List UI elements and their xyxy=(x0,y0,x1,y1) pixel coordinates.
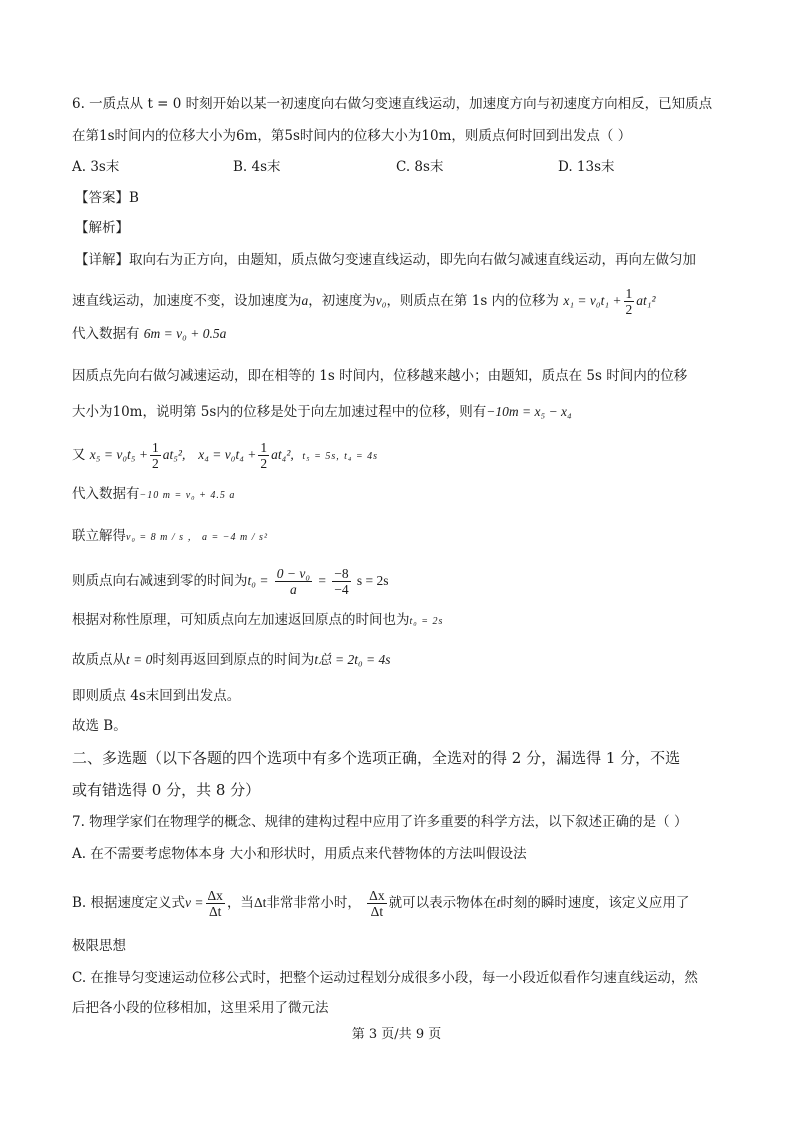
q7-option-b-line2: 极限思想 xyxy=(72,938,126,954)
detail2-mid: ，初速度为 xyxy=(308,293,376,309)
detail2-a: a xyxy=(301,293,309,308)
q6-symmetry: 根据对称性原理，可知质点向左加速返回原点的时间也为t₀ = 2s xyxy=(72,612,444,628)
q6-option-c: C. 8s末 xyxy=(396,159,444,175)
q6-option-b: B. 4s末 xyxy=(233,159,281,175)
stop-fraction-2: $\frac{-8}{-4}$ xyxy=(334,566,349,597)
detail2-end: ，则质点在第 1s 内的位移为 xyxy=(386,293,560,309)
velocity-fraction: $\frac{\Delta x}{\Delta t}$ xyxy=(207,888,223,919)
q6-stop-time: 则质点向右减速到零的时间为t₀ = $\frac{\text{0 − v₀}}{a}$ = $\frac{-8}{-4}$ s = 2s xyxy=(72,566,389,597)
q7-option-b: B. 根据速度定义式v = $\frac{\Delta x}{\Delta t}$ ，当Δt非常非常小时， $\frac{\Delta x}{\Delta t}$ 就可以表示物体在t时刻的瞬时速度，该定义应用了 xyxy=(72,888,690,919)
q6-again-line: 又 x₅ = v₀t₅ + $\frac{1}{2}$ at₅², x₄ = v₀t₄ + $\frac{1}{2}$ at₄², t₅ = 5s, t₄ = 4s xyxy=(72,440,378,471)
q6-detail-line2 xyxy=(72,286,656,317)
q6-option-d: D. 13s末 xyxy=(558,159,615,175)
displacement-formula-tail: at₁² xyxy=(636,293,656,308)
half-fraction-x4: $\frac{1}{2}$ xyxy=(260,440,268,471)
q6-detail-line1: 【详解】取向右为正方向，由题知，质点做匀变速直线运动，即先向右做匀减速直线运动，再向左做匀加 xyxy=(75,252,696,268)
q6-analysis-label: 【解析】 xyxy=(75,220,129,236)
q6-stem-line2: 在第1s时间内的位移大小为6m，第5s时间内的位移大小为10m，则质点何时回到出发点（ ） xyxy=(72,128,632,144)
q7-option-c-line1: C. 在推导匀变速运动位移公式时，把整个运动过程划分成很多小段，每一小段近似看作匀速直线运动，然 xyxy=(72,970,698,986)
q6-para2-line1: 因质点先向右做匀减速运动，即在相等的 1s 时间内，位移越来越小；由题知，质点在 5s 时间内的位移 xyxy=(72,368,688,384)
half-fraction-x5: $\frac{1}{2}$ xyxy=(151,440,159,471)
q6-eq1: 代入数据有 6m = v₀ + 0.5a xyxy=(72,326,227,342)
stop-fraction-1: $\frac{\text{0 − v₀}}{a}$ xyxy=(276,566,311,597)
q6-return: 故质点从t = 0时刻再返回到原点的时间为t总 = 2t₀ = 4s xyxy=(72,652,391,668)
sym-value: t₀ = 2s xyxy=(409,616,444,627)
velocity-fraction-2: $\frac{\Delta x}{\Delta t}$ xyxy=(369,888,385,919)
eq1-formula: 6m = v₀ + 0.5a xyxy=(143,326,227,341)
q6-answer: 【答案】B xyxy=(75,190,139,206)
t5-value: t₅ = 5s, xyxy=(302,451,340,462)
q7-option-a: A. 在不需要考虑物体本身 大小和形状时，用质点来代替物体的方法叫假设法 xyxy=(72,846,527,862)
displacement-formula: x₁ = v₀t₁ + xyxy=(563,293,622,308)
t4-value: t₄ = 4s xyxy=(344,451,378,462)
return-formula: t总 = 2t₀ = 4s xyxy=(314,652,391,667)
q6-option-a: A. 3s末 xyxy=(72,159,120,175)
q7-option-c-line2: 后把各小段的位移相加，这里采用了微元法 xyxy=(72,1000,329,1016)
q6-eq2: 代入数据有−10 m = v₀ + 4.5 a xyxy=(72,486,236,502)
q7-stem: 7. 物理学家们在物理学的概念、规律的建构过程中应用了许多重要的科学方法，以下叙述正确的是（ ） xyxy=(72,814,688,830)
detail2-text: 速直线运动，加速度不变，设加速度为 xyxy=(72,293,302,309)
half-fraction: $\frac{1}{2}$ xyxy=(625,286,633,317)
x4-formula: x₄ = v₀t₄ + xyxy=(198,447,257,462)
q6-solve: 联立解得v₀ = 8 m / s ， a = −4 m / s² xyxy=(72,528,268,544)
q6-choose: 故选 B。 xyxy=(72,718,127,734)
section2-line2: 或有错选得 0 分，共 8 分） xyxy=(72,781,261,799)
detail2-v0: v₀ xyxy=(375,293,387,308)
solve-formula: v₀ = 8 m / s ， a = −4 m / s² xyxy=(126,532,268,543)
q6-para2-line2: 大小为10m，说明第 5s内的位移是处于向左加速过程中的位移，则有−10m = x₅ − x₄ xyxy=(72,404,572,420)
q6-stem-line1: 6. 一质点从 t = 0 时刻开始以某一初速度向右做匀变速直线运动，加速度方向与初速度方向相反，已知质点 xyxy=(72,96,713,112)
eq2-formula: −10 m = v₀ + 4.5 a xyxy=(139,490,236,501)
x5-formula: x₅ = v₀t₅ + xyxy=(89,447,148,462)
page-footer: 第 3 页/共 9 页 xyxy=(351,1027,442,1042)
para2-formula: −10m = x₅ − x₄ xyxy=(486,404,572,419)
section2-line1: 二、多选题（以下各题的四个选项中有多个选项正确，全选对的得 2 分，漏选得 1 分，不选 xyxy=(72,749,681,767)
q6-conclusion: 即则质点 4s末回到出发点。 xyxy=(72,688,241,704)
